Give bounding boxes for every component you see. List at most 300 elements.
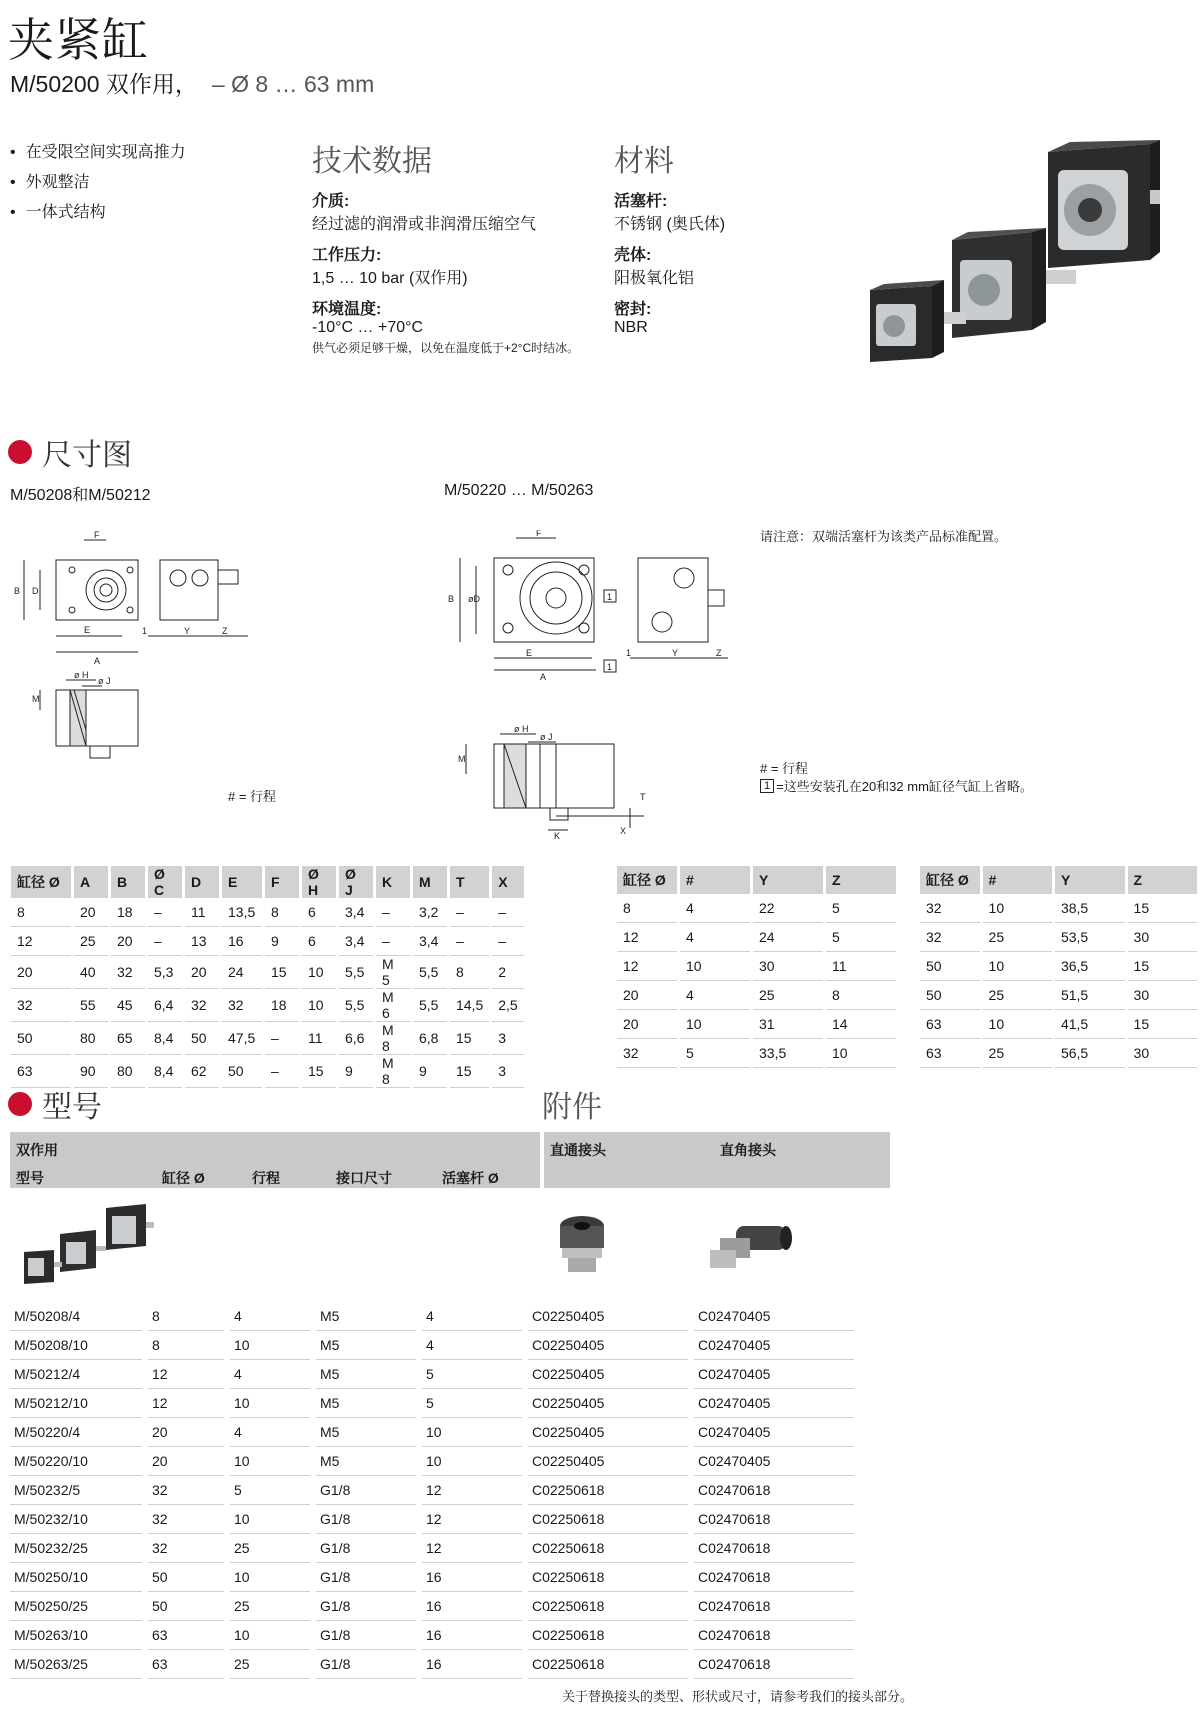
table-row [920, 894, 1197, 923]
table-cell: 20 [148, 1418, 224, 1447]
table-cell: 20 [617, 1010, 677, 1039]
table-cell: 11 [302, 1022, 336, 1055]
table-row [11, 898, 524, 927]
table-row [617, 952, 896, 981]
table-cell: G1/8 [316, 1563, 416, 1592]
table-cell: 4 [680, 894, 750, 923]
table-cell: – [148, 927, 182, 956]
elbow-fitting-icon [706, 1216, 796, 1276]
table-cell: 9 [413, 1055, 447, 1088]
table-cell: 6,6 [339, 1022, 373, 1055]
mount-note-1: 1 [607, 592, 613, 602]
spec-label: 环境温度: [312, 301, 382, 318]
table-row [11, 1022, 524, 1055]
table-cell: 55 [74, 989, 108, 1022]
accessory-part-number: C02470618 [694, 1621, 854, 1650]
accessory-part-number: C02250405 [528, 1418, 688, 1447]
spec-value: 经过滤的润滑或非润滑压缩空气 [312, 216, 537, 233]
table-row [10, 1534, 854, 1563]
table-cell: 10 [983, 894, 1052, 923]
table-cell: 30 [1128, 981, 1197, 1010]
dim-label-T: T [640, 792, 646, 802]
table-cell: – [376, 927, 410, 956]
table-cell: M5 [316, 1360, 416, 1389]
table-cell: 15 [450, 1022, 489, 1055]
table-header-cell: A [74, 866, 108, 898]
table-cell: 12 [422, 1505, 522, 1534]
table-cell: 5,5 [413, 956, 447, 989]
table-cell: 16 [222, 927, 262, 956]
table-cell: M 6 [376, 989, 410, 1022]
feature-item: • 一体式结构 [10, 198, 186, 228]
table-header-cell: X [492, 866, 523, 898]
table-cell: 10 [422, 1447, 522, 1476]
model-number: M/50263/25 [10, 1650, 142, 1679]
dimensions-note: 请注意：双端活塞杆为该类产品标准配置。 [760, 529, 1008, 544]
table-cell: 50 [920, 981, 980, 1010]
table-cell: 12 [422, 1476, 522, 1505]
table-cell: 12 [422, 1534, 522, 1563]
table-cell: 4 [230, 1360, 310, 1389]
stroke-legend-right: # = 行程 [760, 761, 809, 776]
table-row [617, 1039, 896, 1068]
table-cell: 5,5 [413, 989, 447, 1022]
drawing-label-large: M/50220 … M/50263 [444, 482, 594, 499]
table-cell: 31 [753, 1010, 823, 1039]
table-cell: 13 [185, 927, 219, 956]
table-row [10, 1476, 854, 1505]
mount-note-1: 1 [607, 662, 613, 672]
table-cell: G1/8 [316, 1534, 416, 1563]
table-cell: 25 [983, 923, 1052, 952]
table-cell: G1/8 [316, 1592, 416, 1621]
dimensions-heading-text: 尺寸图 [42, 439, 132, 472]
spec-label: 工作压力: [312, 247, 382, 264]
table-header-cell: B [111, 866, 145, 898]
table-row [920, 952, 1197, 981]
table-cell: 5 [826, 923, 896, 952]
dim-label-D: D [32, 586, 39, 596]
table-header-cell: 缸径 Ø [920, 866, 980, 894]
table-cell: 10 [230, 1447, 310, 1476]
materials-heading: 材料 [614, 145, 674, 178]
model-number: M/50220/4 [10, 1418, 142, 1447]
table-row [920, 981, 1197, 1010]
spec-label: 介质: [312, 193, 350, 210]
table-header-cell: F [265, 866, 299, 898]
materials-block [614, 136, 834, 337]
table-cell: 11 [185, 898, 219, 927]
table-row [10, 1505, 854, 1534]
header-model: 型号 [16, 1170, 44, 1186]
table-cell: 32 [11, 989, 71, 1022]
table-cell: 8 [148, 1302, 224, 1331]
table-cell: 12 [148, 1389, 224, 1418]
accessory-part-number: C02470618 [694, 1534, 854, 1563]
table-cell: 50 [222, 1055, 262, 1088]
accessory-part-number: C02470618 [694, 1592, 854, 1621]
table-header-cell: 缸径 Ø [11, 866, 71, 898]
table-cell: 20 [74, 898, 108, 927]
model-number: M/50250/25 [10, 1592, 142, 1621]
table-cell: 10 [230, 1505, 310, 1534]
table-header-cell: Ø H [302, 866, 336, 898]
dim-label-1: 1 [142, 626, 148, 636]
header-rod: 活塞杆 Ø [442, 1170, 499, 1186]
table-cell: 6,4 [148, 989, 182, 1022]
model-number: M/50263/10 [10, 1621, 142, 1650]
table-row [10, 1621, 854, 1650]
table-cell: M5 [316, 1389, 416, 1418]
accessory-part-number: C02470618 [694, 1476, 854, 1505]
dim-label-A: A [540, 672, 547, 682]
table-cell: 56,5 [1055, 1039, 1125, 1068]
table-cell: 32 [111, 956, 145, 989]
table-cell: – [492, 927, 523, 956]
table-cell: 63 [11, 1055, 71, 1088]
spec-label: 壳体: [614, 247, 652, 264]
table-cell: 25 [230, 1650, 310, 1679]
table-row [11, 927, 524, 956]
dim-label-oJ: ø J [98, 676, 111, 686]
table-cell: 24 [222, 956, 262, 989]
table-cell: 63 [920, 1039, 980, 1068]
accessory-part-number: C02250618 [528, 1505, 688, 1534]
table-cell: 15 [1128, 1010, 1197, 1039]
table-cell: 10 [983, 952, 1052, 981]
table-cell: 25 [230, 1534, 310, 1563]
table-cell: 25 [230, 1592, 310, 1621]
models-heading-text: 型号 [42, 1091, 102, 1124]
table-cell: – [450, 927, 489, 956]
table-cell: 62 [185, 1055, 219, 1088]
table-cell: 3 [492, 1055, 523, 1088]
dim-label-E: E [84, 625, 91, 635]
accessory-part-number: C02470618 [694, 1505, 854, 1534]
table-cell: 38,5 [1055, 894, 1125, 923]
table-cell: M5 [316, 1447, 416, 1476]
table-cell: 8 [450, 956, 489, 989]
table-cell: 12 [617, 923, 677, 952]
accessory-part-number: C02470405 [694, 1302, 854, 1331]
spec-value: 不锈钢 (奥氏体) [614, 216, 726, 233]
table-cell: 14 [826, 1010, 896, 1039]
feature-list [10, 138, 186, 228]
table-row [617, 894, 896, 923]
table-row [11, 956, 524, 989]
table-cell: 3 [492, 1022, 523, 1055]
accessory-part-number: C02470618 [694, 1650, 854, 1679]
spec-label: 活塞杆: [614, 193, 668, 210]
page-subtitle [10, 66, 374, 99]
table-cell: M5 [316, 1331, 416, 1360]
table-cell: 32 [617, 1039, 677, 1068]
table-cell: 32 [185, 989, 219, 1022]
model-product-photo [20, 1196, 160, 1292]
table-cell: 6 [302, 898, 336, 927]
table-cell: 8,4 [148, 1055, 182, 1088]
dim-label-oH: ø H [514, 724, 529, 734]
table-cell: 65 [111, 1022, 145, 1055]
table-cell: 4 [230, 1302, 310, 1331]
table-cell: 63 [148, 1621, 224, 1650]
table-cell: 51,5 [1055, 981, 1125, 1010]
table-header-cell: K [376, 866, 410, 898]
table-cell: 9 [339, 1055, 373, 1088]
spec-value: NBR [614, 319, 648, 336]
table-cell: 13,5 [222, 898, 262, 927]
table-cell: 16 [422, 1621, 522, 1650]
table-cell: M 5 [376, 956, 410, 989]
dim-label-B: B [448, 594, 455, 604]
table-header-cell: D [185, 866, 219, 898]
tech-data-heading: 技术数据 [312, 145, 432, 178]
accessory-part-number: C02250618 [528, 1534, 688, 1563]
table-cell: 50 [148, 1563, 224, 1592]
dim-label-oJ: ø J [540, 732, 553, 742]
accessory-part-number: C02250618 [528, 1476, 688, 1505]
table-cell: 30 [1128, 923, 1197, 952]
table-cell: 2 [492, 956, 523, 989]
table-cell: 63 [920, 1010, 980, 1039]
accessory-part-number: C02470405 [694, 1360, 854, 1389]
table-header-cell: # [680, 866, 750, 894]
table-cell: 10 [422, 1418, 522, 1447]
table-cell: 30 [1128, 1039, 1197, 1068]
spec-label: 密封: [614, 301, 652, 318]
header-elbow-fitting: 直角接头 [720, 1142, 776, 1158]
dimensions-section-heading [8, 430, 132, 474]
table-cell: 80 [111, 1055, 145, 1088]
table-cell: G1/8 [316, 1650, 416, 1679]
table-cell: 5,3 [148, 956, 182, 989]
table-header-cell: E [222, 866, 262, 898]
tech-data-block [312, 136, 612, 356]
table-cell: G1/8 [316, 1621, 416, 1650]
table-cell: 10 [826, 1039, 896, 1068]
table-header-cell: Ø C [148, 866, 182, 898]
table-row [920, 1039, 1197, 1068]
table-header-cell: Z [826, 866, 896, 894]
dim-label-1: 1 [626, 648, 632, 658]
table-cell: 3,4 [339, 898, 373, 927]
table-cell: 4 [680, 923, 750, 952]
table-cell: 30 [753, 952, 823, 981]
accessory-part-number: C02470405 [694, 1331, 854, 1360]
accessory-part-number: C02250618 [528, 1621, 688, 1650]
table-row [10, 1360, 854, 1389]
table-row [10, 1418, 854, 1447]
model-number: M/50232/5 [10, 1476, 142, 1505]
table-cell: 20 [11, 956, 71, 989]
table-cell: 15 [265, 956, 299, 989]
dim-label-A: A [94, 656, 101, 666]
accessory-part-number: C02470405 [694, 1447, 854, 1476]
stroke-legend-left: # = 行程 [228, 789, 277, 804]
table-row [11, 989, 524, 1022]
table-cell: – [492, 898, 523, 927]
accessory-part-number: C02250618 [528, 1592, 688, 1621]
table-cell: 10 [680, 1010, 750, 1039]
table-cell: 12 [148, 1360, 224, 1389]
dim-label-F: F [94, 530, 100, 540]
table-cell: 10 [230, 1389, 310, 1418]
table-header-cell: M [413, 866, 447, 898]
table-header-cell: # [983, 866, 1052, 894]
table-cell: 10 [302, 956, 336, 989]
table-header-cell: T [450, 866, 489, 898]
models-section-heading [8, 1082, 102, 1126]
accessory-part-number: C02250405 [528, 1331, 688, 1360]
table-cell: 8,4 [148, 1022, 182, 1055]
table-cell: 4 [680, 981, 750, 1010]
table-cell: 5,5 [339, 989, 373, 1022]
table-header-cell: Ø J [339, 866, 373, 898]
table-cell: 32 [148, 1534, 224, 1563]
accessory-part-number: C02250618 [528, 1650, 688, 1679]
table-cell: 8 [11, 898, 71, 927]
feature-item: • 外观整洁 [10, 168, 186, 198]
model-number: M/50208/4 [10, 1302, 142, 1331]
table-cell: 63 [148, 1650, 224, 1679]
drawing-large-cylinder [444, 530, 744, 840]
mount-note-box: 1 [760, 779, 774, 793]
mount-hole-legend [760, 776, 1033, 795]
models-table-wrap [4, 1302, 860, 1679]
dim-label-B: B [14, 586, 21, 596]
header-bore: 缸径 Ø [162, 1170, 205, 1186]
page-title: 夹紧缸 [8, 14, 149, 66]
table-cell: 22 [753, 894, 823, 923]
dim-label-K: K [554, 831, 561, 840]
accessory-part-number: C02250618 [528, 1563, 688, 1592]
table-cell: M5 [316, 1302, 416, 1331]
table-cell: 18 [111, 898, 145, 927]
table-cell: 3,2 [413, 898, 447, 927]
table-cell: 8 [265, 898, 299, 927]
table-cell: 53,5 [1055, 923, 1125, 952]
dim-label-E: E [526, 648, 533, 658]
table-cell: 10 [230, 1621, 310, 1650]
table-cell: 15 [1128, 952, 1197, 981]
table-cell: – [265, 1022, 299, 1055]
table-cell: 8 [826, 981, 896, 1010]
stroke-table-1 [614, 866, 899, 1068]
stroke-table-2-wrap [917, 866, 1200, 1068]
dim-label-oD: øD [468, 594, 480, 604]
table-header-cell: Y [1055, 866, 1125, 894]
table-row [617, 923, 896, 952]
table-cell: 32 [148, 1476, 224, 1505]
table-cell: 50 [185, 1022, 219, 1055]
header-stroke: 行程 [252, 1170, 280, 1186]
straight-fitting-icon [548, 1210, 618, 1280]
model-number: M/50208/10 [10, 1331, 142, 1360]
table-cell: 20 [111, 927, 145, 956]
table-cell: M 8 [376, 1022, 410, 1055]
models-header-bar [10, 1132, 540, 1188]
table-cell: 32 [222, 989, 262, 1022]
table-row [10, 1302, 854, 1331]
dim-label-oH: ø H [74, 670, 89, 680]
accessory-part-number: C02470405 [694, 1418, 854, 1447]
spec-value: 1,5 … 10 bar (双作用) [312, 270, 468, 287]
table-cell: 11 [826, 952, 896, 981]
table-cell: 50 [920, 952, 980, 981]
table-cell: 10 [230, 1563, 310, 1592]
table-cell: 2,5 [492, 989, 523, 1022]
table-cell: 6 [302, 927, 336, 956]
table-cell: 20 [185, 956, 219, 989]
table-cell: 14,5 [450, 989, 489, 1022]
table-cell: G1/8 [316, 1476, 416, 1505]
table-row [10, 1331, 854, 1360]
model-number: M/50212/4 [10, 1360, 142, 1389]
product-photo [860, 140, 1160, 400]
table-cell: 10 [230, 1331, 310, 1360]
table-cell: 80 [74, 1022, 108, 1055]
table-header-cell: Y [753, 866, 823, 894]
dim-label-Y: Y [672, 648, 679, 658]
table-cell: – [450, 898, 489, 927]
table-cell: 18 [265, 989, 299, 1022]
table-cell: 8 [617, 894, 677, 923]
dim-label-M: M [458, 754, 466, 764]
table-header-cell: 缸径 Ø [617, 866, 677, 894]
dimension-table [8, 866, 527, 1088]
table-cell: 41,5 [1055, 1010, 1125, 1039]
spec-value: -10°C … +70°C [312, 319, 424, 336]
table-cell: 5 [230, 1476, 310, 1505]
table-row [10, 1389, 854, 1418]
table-cell: 20 [148, 1447, 224, 1476]
table-row [920, 923, 1197, 952]
subtitle-main: M/50200 双作用， [10, 71, 198, 97]
table-cell: – [148, 898, 182, 927]
table-cell: 40 [74, 956, 108, 989]
table-cell: 3,4 [413, 927, 447, 956]
model-number: M/50220/10 [10, 1447, 142, 1476]
table-row [10, 1592, 854, 1621]
models-table [4, 1302, 860, 1679]
spec-note: 供气必须足够干燥，以免在温度低于+2°C时结冰。 [312, 341, 580, 355]
accessory-part-number: C02250405 [528, 1302, 688, 1331]
mount-note-text: =这些安装孔在20和32 mm缸径气缸上省略。 [776, 779, 1033, 794]
table-cell: 25 [983, 1039, 1052, 1068]
table-row [617, 1010, 896, 1039]
table-cell: 16 [422, 1592, 522, 1621]
model-number: M/50232/25 [10, 1534, 142, 1563]
table-cell: M5 [316, 1418, 416, 1447]
dim-label-F: F [536, 530, 542, 538]
table-cell: 15 [450, 1055, 489, 1088]
table-cell: 32 [920, 923, 980, 952]
model-number: M/50250/10 [10, 1563, 142, 1592]
table-cell: 5 [422, 1389, 522, 1418]
accessory-part-number: C02250405 [528, 1389, 688, 1418]
feature-item: • 在受限空间实现高推力 [10, 138, 186, 168]
table-cell: 20 [617, 981, 677, 1010]
table-cell: 45 [111, 989, 145, 1022]
table-cell: 12 [11, 927, 71, 956]
table-cell: 10 [680, 952, 750, 981]
red-bullet-icon [8, 440, 32, 464]
table-cell: 50 [11, 1022, 71, 1055]
group-label: 双作用 [16, 1142, 58, 1158]
table-cell: 16 [422, 1650, 522, 1679]
accessory-part-number: C02470618 [694, 1563, 854, 1592]
spec-value: 阳极氧化铝 [614, 270, 695, 287]
